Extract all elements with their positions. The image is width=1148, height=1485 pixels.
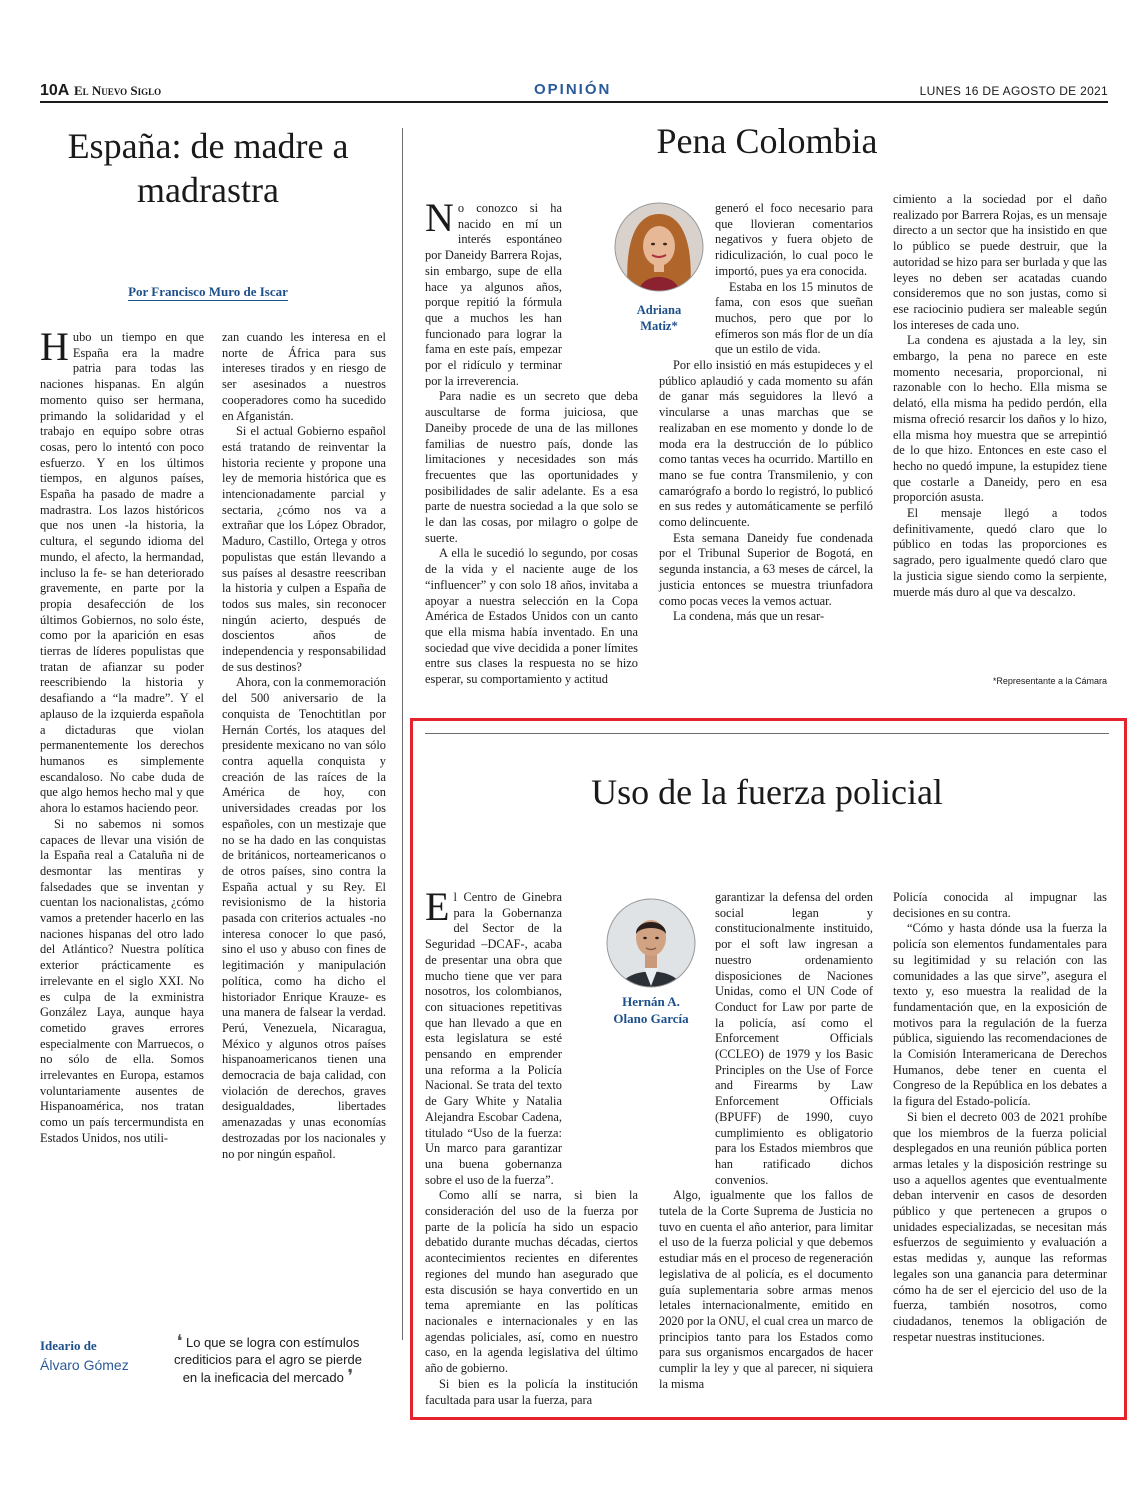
paragraph: La condena, más que un resar- bbox=[673, 609, 825, 624]
paragraph: cimiento a la sociedad por el daño realizado por Barrera Rojas, es un mensaje directo a un sector que ha insistido en que lo público se puede destruir, que la autoridad se hizo para ser burlada y que las leyes no deben ser acatadas cuando consideremos que no son justas, como si ese raciocinio pudiera ser maleable según los intereses de cada uno. bbox=[893, 192, 1107, 332]
paragraph: Para nadie es un secreto que deba auscultarse de forma juiciosa, que Daneiby procede de una de las millones familias de nuestro país, donde las limitaciones y necesidades son más frecuentes que las oportunidades y posibilidades de salir adelante. Es a esa parte de nuestra sociedad a la que solo se le dan las cosas, por milagro o golpe de suerte. bbox=[425, 389, 638, 545]
paragraph: garantizar la defensa del orden social legan y constitucionalmente instituido, por el soft law ingresan a nuestro ordenamiento disposiciones de Naciones Unidas, como el UN Code of Conduct for Law por parte de la policía, así como el Enforcement Officials (CCLEO) de 1979 y los Basic Principles on the Use of Force and Firearms by Law Enforcement Officials (BPUFF) de 1990, cuyo cumplimiento es obligatorio para los Estados miembros que han ratificado dichos convenios. bbox=[715, 890, 873, 1187]
left-article-column-1 bbox=[40, 324, 204, 1147]
paragraph: Si bien el decreto 003 de 2021 prohíbe que los miembros de la fuerza policial desplegados en una reunión pública porten armas letales y la disposición restringe su uso a aquellos agentes que eventualmente deban intervenir en casos de desorden público y que pertenecen a grupos o unidades especializadas, se necesitan más esfuerzos de seguimiento y evaluación a estas medidas y, aunque las reformas legales son una ganancia para determinar cómo ha de ser el ejercicio del uso de la fuerza, también nosotros, como ciudadanos, tenemos la obligación de respetar nuestras instituciones. bbox=[893, 1109, 1107, 1344]
uso-fuerza-title: Uso de la fuerza policial bbox=[591, 772, 943, 812]
header-rule bbox=[40, 101, 1108, 103]
issue-date: LUNES 16 DE AGOSTO DE 2021 bbox=[919, 84, 1108, 98]
page-number: 10A bbox=[40, 82, 70, 99]
paragraph: Si bien es la policía la institución facultada para usar la fuerza, para bbox=[425, 1376, 638, 1407]
author-first-name: Adriana bbox=[636, 303, 682, 317]
ideario-quote bbox=[168, 1333, 368, 1386]
open-quote-icon: ❛ bbox=[176, 1331, 183, 1351]
author-first-name: Hernán A. bbox=[622, 994, 680, 1009]
paragraph: La condena es ajustada a la ley, sin embargo, la pena no parece en este momento necesaria, proporcional, ni razonable con lo hecho. Ella misma se delató, ella misma ha pedido perdón, ella misma ofreció resarcir los daños y lo hizo, ella misma hoy muestra que se arrepintió de lo que hizo. Entonces en este caso el hecho no quedó impune, la estupidez tiene que costarle a Daneidy, pero en esa proporción asusta. bbox=[893, 333, 1107, 505]
paragraph: zan cuando les interesa en el norte de África para sus intereses tirados y en riesgo de ser asesinados a nuestros cooperadores como ha sucedido en Afganistán. bbox=[222, 330, 386, 423]
pena-colombia-footnote: *Representante a la Cámara bbox=[992, 676, 1107, 686]
dropcap: N bbox=[425, 195, 454, 240]
ideario-header: Ideario de bbox=[40, 1338, 97, 1353]
author-last-name: Matiz* bbox=[640, 319, 678, 333]
paragraph: Esta semana Daneidy fue condenada por el Tribunal Superior de Bogotá, en segunda instancia, a 63 meses de cárcel, la justicia entonces se muestra triunfadora como pocas veces la vemos actuar. bbox=[659, 530, 873, 608]
page-header bbox=[40, 80, 1108, 102]
paragraph: generó el foco necesario para que llovieran comentarios negativos y fuera objeto de ridiculización, lo cual poco le importó, pues ya era conocida. bbox=[715, 201, 873, 278]
byline-text: Por Francisco Muro de Iscar bbox=[128, 284, 288, 299]
paragraph bbox=[425, 884, 562, 1188]
paragraph-text: o conozco si ha nacido en mí un interés espontáneo por Daneidy Barrera Rojas, sin embargo, supe de ella hace ya algunos años, porque repitió la fórmula que a muchos les han funcionado para lograr la fama en este país, empezar por el ridículo y terminar por la irreverencia. bbox=[425, 201, 562, 388]
paragraph: “Cómo y hasta dónde usa la fuerza la policía son elementos fundamentales para su legitimidad y su relación con las comunidades a las que sirve”, asegura el texto y, eso muestra la realidad de la fundamentación que, en la exposición de motivos para la regulación de la fuerza pública, siguiendo las recomendaciones de la Comisión Interamericana de Derechos Humanos, debe tener en cuenta el Congreso de la República en los debates a la figura del Estado-policía. bbox=[893, 921, 1107, 1109]
uso-fuerza-column-3 bbox=[893, 890, 1107, 1345]
paragraph: Algo, igualmente que los fallos de tutela de la Corte Suprema de Justicia no tuvo en cuenta el año anterior, para limitar el uso de la fuerza policial y que debemos estudiar más en el proceso de regeneración legislativa de al policía, es el documento guía suplementaria sobre armas menos letales internacionalmente, emitido en 2020 por la ONU, el cual crea un marco de principios tanto para los Estados como para sus organismos encargados de hacer cumplir la ley y que al parecer, ni siquiera la misma bbox=[659, 1188, 873, 1391]
pena-colombia-title: Pena Colombia bbox=[656, 121, 878, 161]
uso-fuerza-column-2 bbox=[659, 890, 873, 1393]
uso-fuerza-column-1 bbox=[425, 884, 638, 1408]
pena-colombia-column-3 bbox=[893, 192, 1107, 600]
paragraph bbox=[40, 324, 204, 817]
quote-text: Lo que se logra con estímulos crediticios para el agro se pierde en la ineficacia del mercado bbox=[174, 1335, 362, 1385]
paragraph: Policía conocida al impugnar las decisiones en su contra. bbox=[893, 890, 1107, 920]
paragraph: Si el actual Gobierno español está tratando de reinventar la historia reciente y propone una ley de memoria histórica que es intencionadamente parcial y sectaria, ¿cómo nos va a extrañar que los López Obrador, Maduro, Castillo, Ortega y otros populistas que están llevando a sus países al desastre reescriban la historia y culpen a España de todos sus males, sin reconocer ningún acierto, después de doscientos años de independencia y responsabilidad de sus destinos? bbox=[222, 424, 386, 674]
author-last-name: Olano García bbox=[613, 1011, 689, 1026]
dropcap: H bbox=[40, 324, 69, 369]
paragraph bbox=[425, 195, 562, 389]
paragraph: Estaba en los 15 minutos de fama, con esos que sueñan muchos, pero que por lo efímeros son más flor de un día que un estilo de vida. bbox=[715, 279, 873, 357]
section-rule bbox=[425, 733, 1109, 734]
newspaper-name: El Nuevo Siglo bbox=[74, 83, 162, 98]
left-article-byline bbox=[60, 284, 356, 300]
paragraph: Ahora, con la conmemoración del 500 aniversario de la conquista de Tenochtitlan por Hernán Cortés, los ataques del presidente mexicano no van sólo contra aquella conquista y creación de las raíces de la América de hoy, con universidades creadas por los españoles, con un mestizaje que no se ha dado en las conquistas de británicos, norteamericanos o de otros países, sino contra la España actual y su Rey. El revisionismo de la historia pasada con criterios actuales -no interesa conocer lo que pasó, sino el uso y abuso con fines de legitimación y manipulación política, como ha dicho el historiador Enrique Krauze- es una manera de falsear la verdad. Perú, Venezuela, Nicaragua, México y algunos otros países hispanoamericanos tienen una democracia de baja calidad, con violación de derechos, graves desigualdades, libertades amenazadas y unas economías destrozadas por los nacionales y no por ningún español. bbox=[222, 675, 387, 1161]
paragraph: Si no sabemos ni somos capaces de llevar una visión de la España real a Cataluña ni de desmontar las mentiras y falsedades que se inventan y cuentan los nacionalistas, ¿cómo vamos a pretender hacerlo en las naciones hispanas del otro lado del Atlántico? Nuestra política exterior prácticamente es irrelevante en el siglo XXI. No es culpa de la exministra González Laya, aunque haya cometido graves errores especialmente con Marruecos, o no sólo de ella. Somos irrelevantes en Europa, estamos voluntariamente ausentes de Hispanoamérica, nos tratan como un país tercermundista en Estados Unidos, nos utili- bbox=[40, 816, 204, 1145]
paragraph: Como allí se narra, si bien la consideración del uso de la fuerza por parte de la policía ha sido un espacio debatido durante muchas décadas, ciertos acontecimientos recientes en diferentes regiones del mundo han asegurado que esta discusión se haya convertido en un tema apremiante en las políticas nacionales e internacionales y en las agendas policiales, así, como en nuestro caso, en la agenda legislativa del último año de gobierno. bbox=[425, 1188, 638, 1376]
paragraph-text: l Centro de Ginebra para la Gobernanza del Sector de la Seguridad –DCAF-, acaba de presentar una obra que mucho tiene que ver para nosotros, los colombianos, con situaciones repetitivas que han llevado a que en esta legislatura se esté pensando en emprender una reforma a la Policía Nacional. Se trata del texto de Gary White y Natalia Alejandra Escobar Cadena, titulado “Uso de la fuerza: Un marco para garantizar una buena gobernanza sobre el uso de la fuerza”. bbox=[425, 890, 562, 1187]
paragraph: El mensaje llegó a todos definitivamente, quedó claro que lo público en todas las proporciones es sagrado, pero igualmente quedó claro que la justicia sigue siendo como la serpiente, muerde más duro al que va descalzo. bbox=[893, 506, 1107, 599]
paragraph: A ella le sucedió lo segundo, por cosas de la vida y el naciente auge de los “influencer” y con solo 18 años, invitaba a apoyar a nuestra selección en la Copa América de Estados Unidos con un canto que ella misma había inventado. En una sociedad que vive decidida a poner límites entre sus clases la respuesta no se hizo esperar, su comportamiento y actitud bbox=[425, 546, 638, 687]
column-divider bbox=[402, 128, 403, 1340]
ideario-author: Álvaro Gómez bbox=[40, 1357, 129, 1373]
pena-colombia-column-2 bbox=[659, 201, 873, 625]
close-quote-icon: ❜ bbox=[347, 1366, 354, 1386]
pena-colombia-column-1 bbox=[425, 195, 638, 688]
dropcap: E bbox=[425, 884, 450, 929]
left-article-column-2 bbox=[222, 330, 386, 1162]
paragraph-text: ubo un tiempo en que España era la madre patria para todas las naciones hispanas. En algún momento quiso ser hermana, primando la solidaridad y el trabajo en equipo sobre otras cosas, pero lo intentó con poco esfuerzo. Y en los últimos tiempos, en algunos países, España ha pasado de madre a madrastra. Los lazos históricos que nos unen -la historia, la cultura, el segundo idioma del mundo, el afecto, la hermandad, incluso la fe- se han deteriorado gravemente, en parte por la propia desafección de los últimos Gobiernos, no solo éste, como por la aparición en esas tierras de líderes populistas que tratan de afianzar su poder reescribiendo la historia y desafiando a “la madre”. Y el aplauso de la izquierda española a dictaduras que violan permanentemente los derechos humanos es simplemente escandaloso. No cabe duda de que algo hemos hecho mal y que ahora lo estamos haciendo peor. bbox=[40, 330, 204, 816]
paragraph: Por ello insistió en más estupideces y el público aplaudió y cada momento su afán de ganar más seguidores la llevó a vincularse a unas marchas que se realizaban en ese momento y donde lo de moda era la destrucción de lo público como tantas veces ha ocurrido. Martillo en mano se fue contra Transmilenio, y con camarógrafo a bordo lo registró, lo publicó en sus redes y automáticamente se perfiló como delincuente. bbox=[659, 358, 873, 530]
section-name: OPINIÓN bbox=[534, 81, 612, 98]
left-article-title: España: de madre a madrastra bbox=[67, 126, 349, 210]
